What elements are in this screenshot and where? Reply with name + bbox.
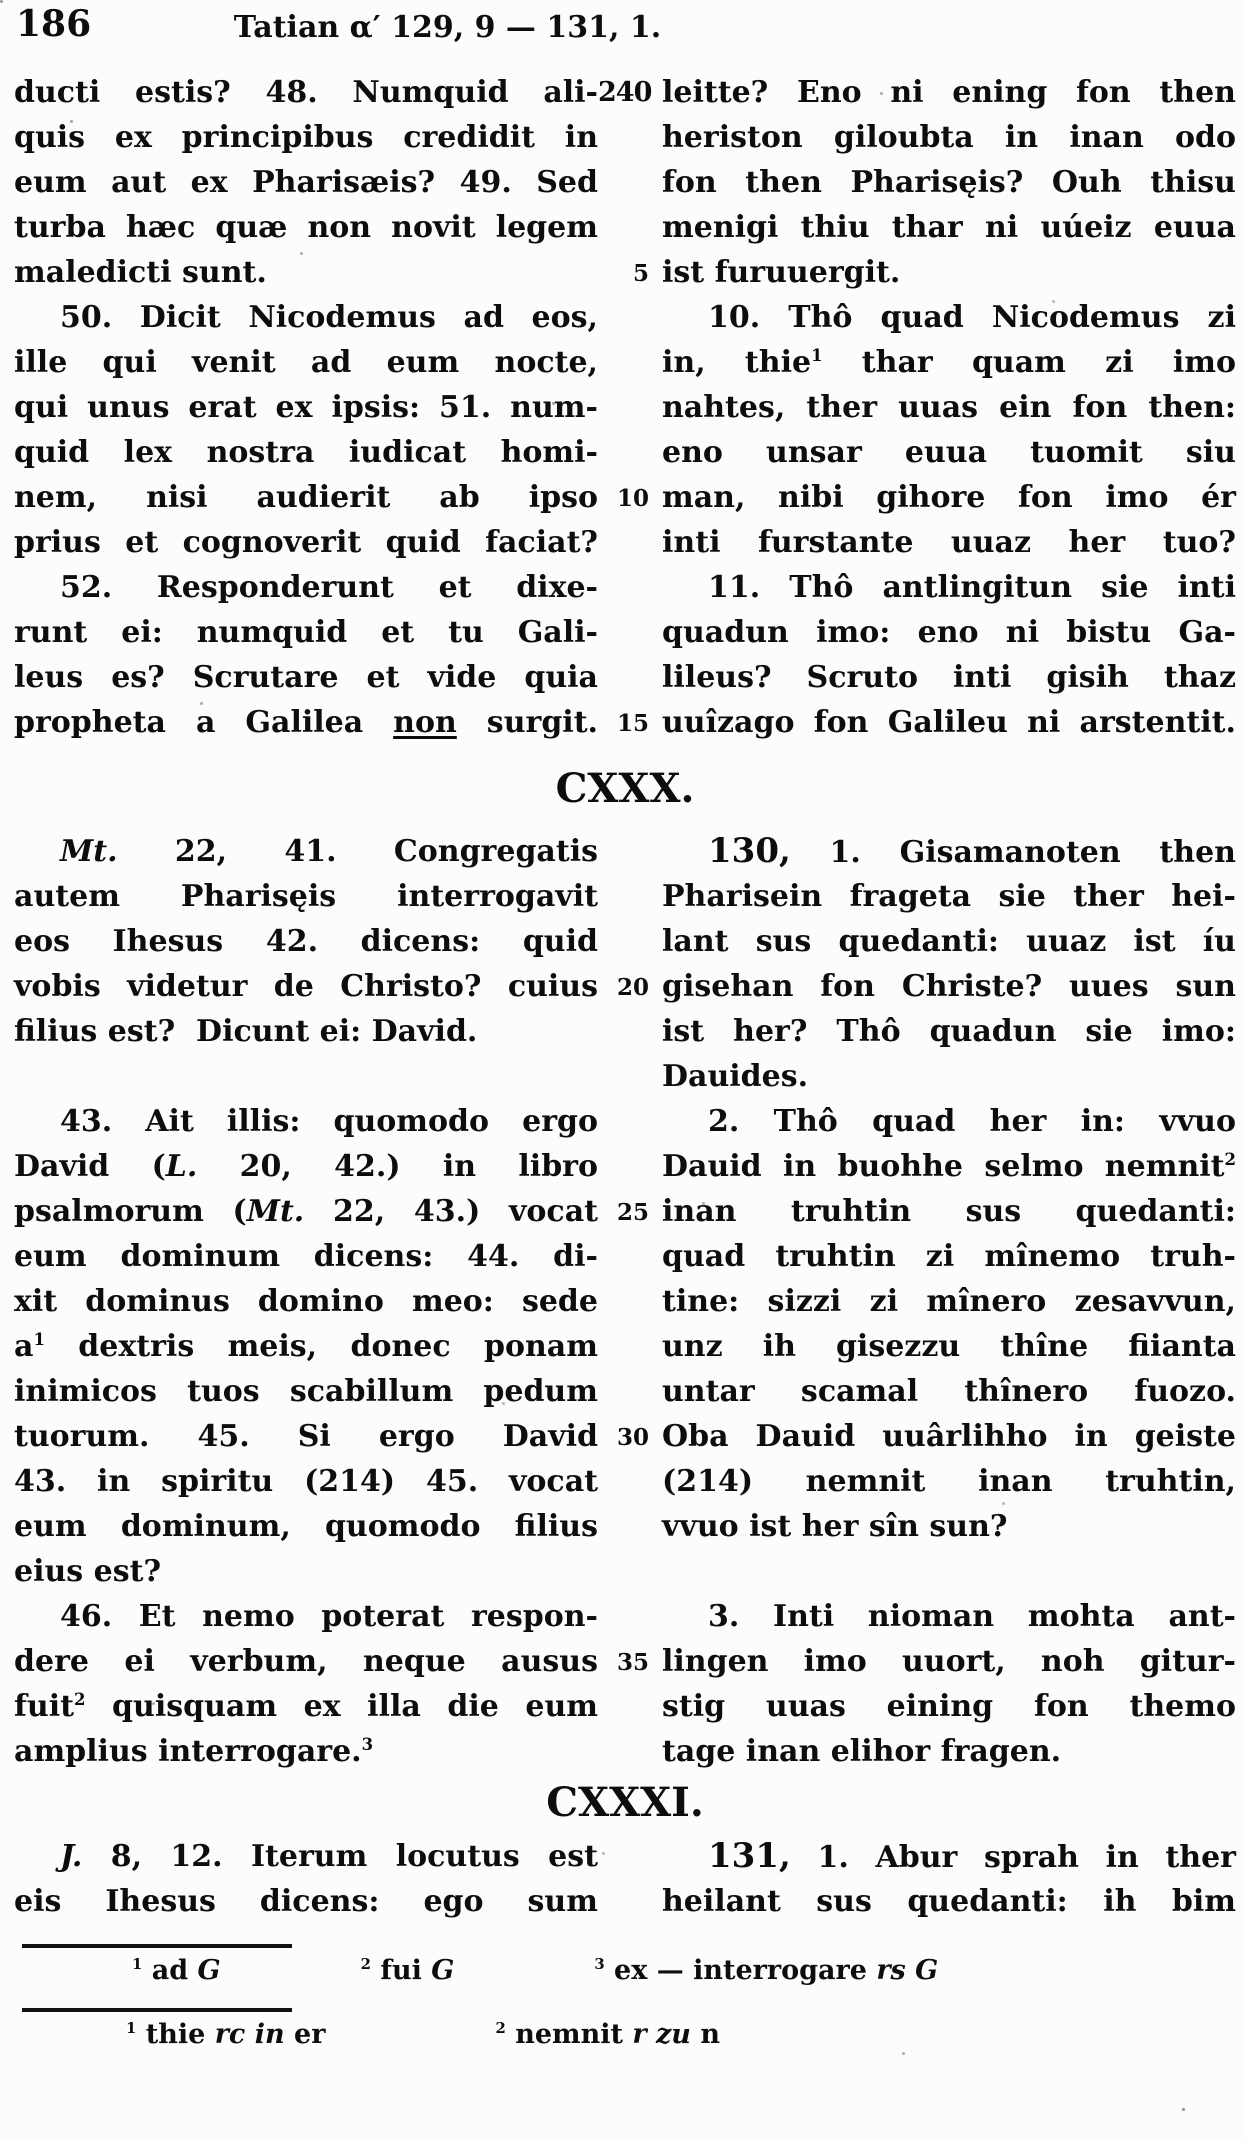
- text-row: [14, 1729, 1236, 1774]
- line-number-gutter: [598, 520, 654, 565]
- apparatus-entry: $^1$ ad G: [132, 1955, 221, 1986]
- line-number-gutter: [598, 829, 654, 875]
- text-row: [14, 160, 1236, 205]
- text-row: [14, 1594, 1236, 1639]
- text-row: [14, 250, 1236, 295]
- text-row: [14, 295, 1236, 340]
- text-row: [14, 829, 1236, 874]
- latin-line: eius est?: [14, 1554, 162, 1589]
- line-number-gutter: [598, 1459, 654, 1504]
- german-line: untar scamal thînero fuozo.: [662, 1374, 1236, 1409]
- line-number-gutter: [598, 1549, 654, 1594]
- german-line: 11. Thô antlingitun sie inti: [708, 570, 1236, 605]
- line-number-gutter: 240: [598, 77, 652, 108]
- german-line: tage inan elihor fragen.: [662, 1734, 1062, 1769]
- text-row: [14, 1234, 1236, 1279]
- text-row: [14, 565, 1236, 610]
- apparatus-entry: $^3$ ex — interrogare rs G: [594, 1955, 939, 1986]
- apparatus-entry: $^2$ nemnit r zu n: [495, 2019, 720, 2050]
- text-row: [14, 1279, 1236, 1324]
- latin-line: leus es? Scrutare et vide quia: [14, 660, 598, 695]
- line-number-gutter: [598, 160, 654, 205]
- german-line: in, thie$^1$ thar quam zi imo: [662, 345, 1237, 380]
- german-line: Oba Dauid uuârlihho in geiste: [662, 1419, 1236, 1454]
- text-row: [14, 919, 1236, 964]
- german-line: vvuo ist her sîn sun?: [662, 1509, 1008, 1544]
- german-line: unz ih gisezzu thîne fiianta: [662, 1329, 1236, 1364]
- latin-line: turba hæc quæ non novit legem: [14, 210, 598, 245]
- apparatus-row: [132, 1948, 1236, 1994]
- german-line: lingen imo uuort, noh gitur-: [662, 1644, 1236, 1679]
- german-line: tine: sizzi zi mînero zesavvun,: [662, 1284, 1236, 1319]
- german-line: 10. Thô quad Nicodemus zi: [708, 300, 1236, 335]
- text-row: [14, 964, 1236, 1009]
- text-row: [14, 610, 1236, 655]
- line-number-gutter: [598, 385, 654, 430]
- line-number-gutter: [598, 115, 654, 160]
- line-number-gutter: 20: [616, 974, 649, 1001]
- latin-line: 43. Ait illis: quomodo ergo: [60, 1104, 598, 1139]
- german-line: lant sus quedanti: uuaz ist íu: [662, 924, 1236, 959]
- latin-line: fuit$^2$ quisquam ex illa die eum: [14, 1689, 598, 1724]
- latin-line: quis ex principibus credidit in: [14, 120, 598, 155]
- latin-line: 52. Responderunt et dixe-: [60, 570, 598, 605]
- text-row: [14, 1834, 1236, 1879]
- line-number-gutter: [598, 1684, 654, 1729]
- latin-line: eum dominum, quomodo filius: [14, 1509, 598, 1544]
- german-line: leitte? Eno ni ening fon then: [662, 75, 1236, 110]
- line-number-gutter: [598, 1009, 654, 1054]
- latin-line: eum dominum dicens: 44. di-: [14, 1239, 598, 1274]
- latin-line: nem, nisi audierit ab ipso: [14, 480, 598, 515]
- text-row: [14, 1009, 1236, 1054]
- latin-line: maledicti sunt.: [14, 255, 267, 290]
- latin-line: J. 8, 12. Iterum locutus est: [60, 1839, 598, 1874]
- german-line: Dauides.: [662, 1059, 809, 1094]
- line-number-gutter: [598, 1324, 654, 1369]
- line-number-gutter: 5: [632, 260, 649, 287]
- latin-line: prius et cognoverit quid faciat?: [14, 525, 598, 560]
- line-number-gutter: [598, 655, 654, 700]
- text-row: [14, 1144, 1236, 1189]
- latin-line: dere ei verbum, neque ausus: [14, 1644, 598, 1679]
- line-number-gutter: [598, 1879, 654, 1924]
- latin-line: 46. Et nemo poterat respon-: [60, 1599, 598, 1634]
- line-number-gutter: [598, 340, 654, 385]
- text-row: [14, 205, 1236, 250]
- german-line: Pharisein frageta sie ther hei-: [662, 879, 1236, 914]
- german-line: heriston giloubta in inan odo: [662, 120, 1236, 155]
- line-number-gutter: [598, 1504, 654, 1549]
- line-number-gutter: 30: [616, 1424, 649, 1451]
- german-line: uuîzago fon Galileu ni arstentit.: [662, 705, 1236, 740]
- german-line: quadun imo: eno ni bistu Ga-: [662, 615, 1236, 650]
- latin-line: qui unus erat ex ipsis: 51. num-: [14, 390, 598, 425]
- text-row: [14, 1054, 1236, 1099]
- latin-line: $a^1$ dextris meis, donec ponam: [14, 1329, 598, 1364]
- line-number-gutter: [598, 295, 654, 340]
- text-row: [14, 520, 1236, 565]
- apparatus: [14, 1944, 1236, 2058]
- latin-line: tuorum. 45. Si ergo David: [14, 1419, 598, 1454]
- line-number-gutter: [598, 874, 654, 919]
- apparatus-entry: $^1$ thie rc in er: [126, 2019, 326, 2050]
- text-row: [14, 700, 1236, 745]
- line-number-gutter: [598, 1234, 654, 1279]
- german-line: (214) nemnit inan truhtin,: [662, 1464, 1236, 1499]
- german-line: inan truhtin sus quedanti:: [662, 1194, 1236, 1229]
- latin-line: autem Pharisęis interrogavit: [14, 879, 598, 914]
- latin-line: xit dominus domino meo: sede: [14, 1284, 598, 1319]
- line-number-gutter: [598, 919, 654, 964]
- text-row: [14, 1324, 1236, 1369]
- german-line: ist her? Thô quadun sie imo:: [662, 1014, 1236, 1049]
- latin-line: filius est? Dicunt ei: David.: [14, 1014, 478, 1049]
- text-row: [14, 1639, 1236, 1684]
- german-line: 2. Thô quad her in: vvuo: [708, 1104, 1236, 1139]
- german-line: heilant sus quedanti: ih bim: [662, 1884, 1236, 1919]
- section-heading: CXXX.: [555, 765, 695, 812]
- latin-line: eos Ihesus 42. dicens: quid: [14, 924, 598, 959]
- line-number-gutter: [598, 1594, 654, 1639]
- german-line: 3. Inti nioman mohta ant-: [708, 1599, 1236, 1634]
- german-line: Dauid in buohhe selmo nemnit$^2$: [662, 1149, 1236, 1184]
- text-row: [14, 1099, 1236, 1144]
- latin-line: Mt. 22, 41. Congregatis: [60, 834, 598, 869]
- apparatus-entry: $^2$ fui G: [360, 1955, 455, 1986]
- line-number-gutter: 25: [616, 1199, 649, 1226]
- latin-line: ille qui venit ad eum nocte,: [14, 345, 598, 380]
- latin-line: quid lex nostra iudicat homi-: [14, 435, 598, 470]
- text-row: [14, 1369, 1236, 1414]
- line-number-gutter: [598, 1834, 654, 1880]
- line-number-gutter: [598, 610, 654, 655]
- german-line: 130, 1. Gisamanoten then: [708, 831, 1236, 871]
- german-line: quad truhtin zi mînemo truh-: [662, 1239, 1236, 1274]
- latin-line: ducti estis? 48. Numquid ali-: [14, 75, 598, 110]
- latin-line: vobis videtur de Christo? cuius: [14, 969, 598, 1004]
- text-row: [14, 1459, 1236, 1504]
- german-line: lileus? Scruto inti gisih thaz: [662, 660, 1236, 695]
- latin-line: runt ei: numquid et tu Gali-: [14, 615, 598, 650]
- latin-line: [14, 1054, 598, 1099]
- latin-line: psalmorum (Mt. 22, 43.) vocat: [14, 1194, 598, 1229]
- text-row: [14, 1879, 1236, 1924]
- german-line: ist furuuergit.: [662, 255, 901, 290]
- german-line: fon then Pharisęis? Ouh thisu: [662, 165, 1236, 200]
- latin-line: 43. in spiritu (214) 45. vocat: [14, 1464, 598, 1499]
- page-number: 186: [16, 3, 92, 45]
- german-line: menigi thiu thar ni uúeiz euua: [662, 210, 1236, 245]
- text-row: [14, 385, 1236, 430]
- line-number-gutter: 35: [616, 1649, 649, 1676]
- line-number-gutter: [598, 1099, 654, 1144]
- text-block: [14, 70, 1236, 1924]
- german-line: [654, 1549, 1236, 1594]
- text-row: [14, 1549, 1236, 1594]
- latin-line: eis Ihesus dicens: ego sum: [14, 1884, 598, 1919]
- german-line: 131, 1. Abur sprah in ther: [708, 1836, 1236, 1876]
- text-row: [14, 655, 1236, 700]
- line-number-gutter: 10: [616, 485, 649, 512]
- text-row: [14, 340, 1236, 385]
- line-number-gutter: [598, 1144, 654, 1189]
- text-row: [14, 1684, 1236, 1729]
- german-line: eno unsar euua tuomit siu: [662, 435, 1236, 470]
- latin-line: 50. Dicit Nicodemus ad eos,: [60, 300, 598, 335]
- text-row: [14, 475, 1236, 520]
- line-number-gutter: [598, 430, 654, 475]
- text-row: [14, 1504, 1236, 1549]
- latin-line: propheta a Galilea non surgit.: [14, 705, 598, 740]
- line-number-gutter: 15: [616, 710, 649, 737]
- latin-line: amplius interrogare.$^3$: [14, 1734, 374, 1769]
- line-number-gutter: [598, 565, 654, 610]
- german-line: man, nibi gihore fon imo ér: [662, 480, 1236, 515]
- text-row: [14, 1189, 1236, 1234]
- line-number-gutter: [598, 1279, 654, 1324]
- line-number-gutter: [598, 1729, 654, 1774]
- german-line: inti furstante uuaz her tuo?: [662, 525, 1236, 560]
- text-row: [14, 430, 1236, 475]
- latin-line: David (L. 20, 42.) in libro: [14, 1149, 598, 1184]
- line-number-gutter: [598, 205, 654, 250]
- text-row: [14, 1414, 1236, 1459]
- line-number-gutter: [598, 1054, 654, 1099]
- section-heading: CXXXI.: [546, 1779, 704, 1826]
- running-header: Tatian α′ 129, 9 — 131, 1.: [233, 10, 662, 45]
- text-row: [14, 115, 1236, 160]
- line-number-gutter: [598, 1369, 654, 1414]
- apparatus-row: [126, 2012, 1236, 2058]
- german-line: gisehan fon Christe? uues sun: [662, 969, 1236, 1004]
- text-row: [14, 70, 1236, 115]
- german-line: nahtes, ther uuas ein fon then:: [662, 390, 1236, 425]
- latin-line: eum aut ex Pharisæis? 49. Sed: [14, 165, 598, 200]
- german-line: stig uuas eining fon themo: [662, 1689, 1236, 1724]
- text-row: [14, 874, 1236, 919]
- latin-line: inimicos tuos scabillum pedum: [14, 1374, 598, 1409]
